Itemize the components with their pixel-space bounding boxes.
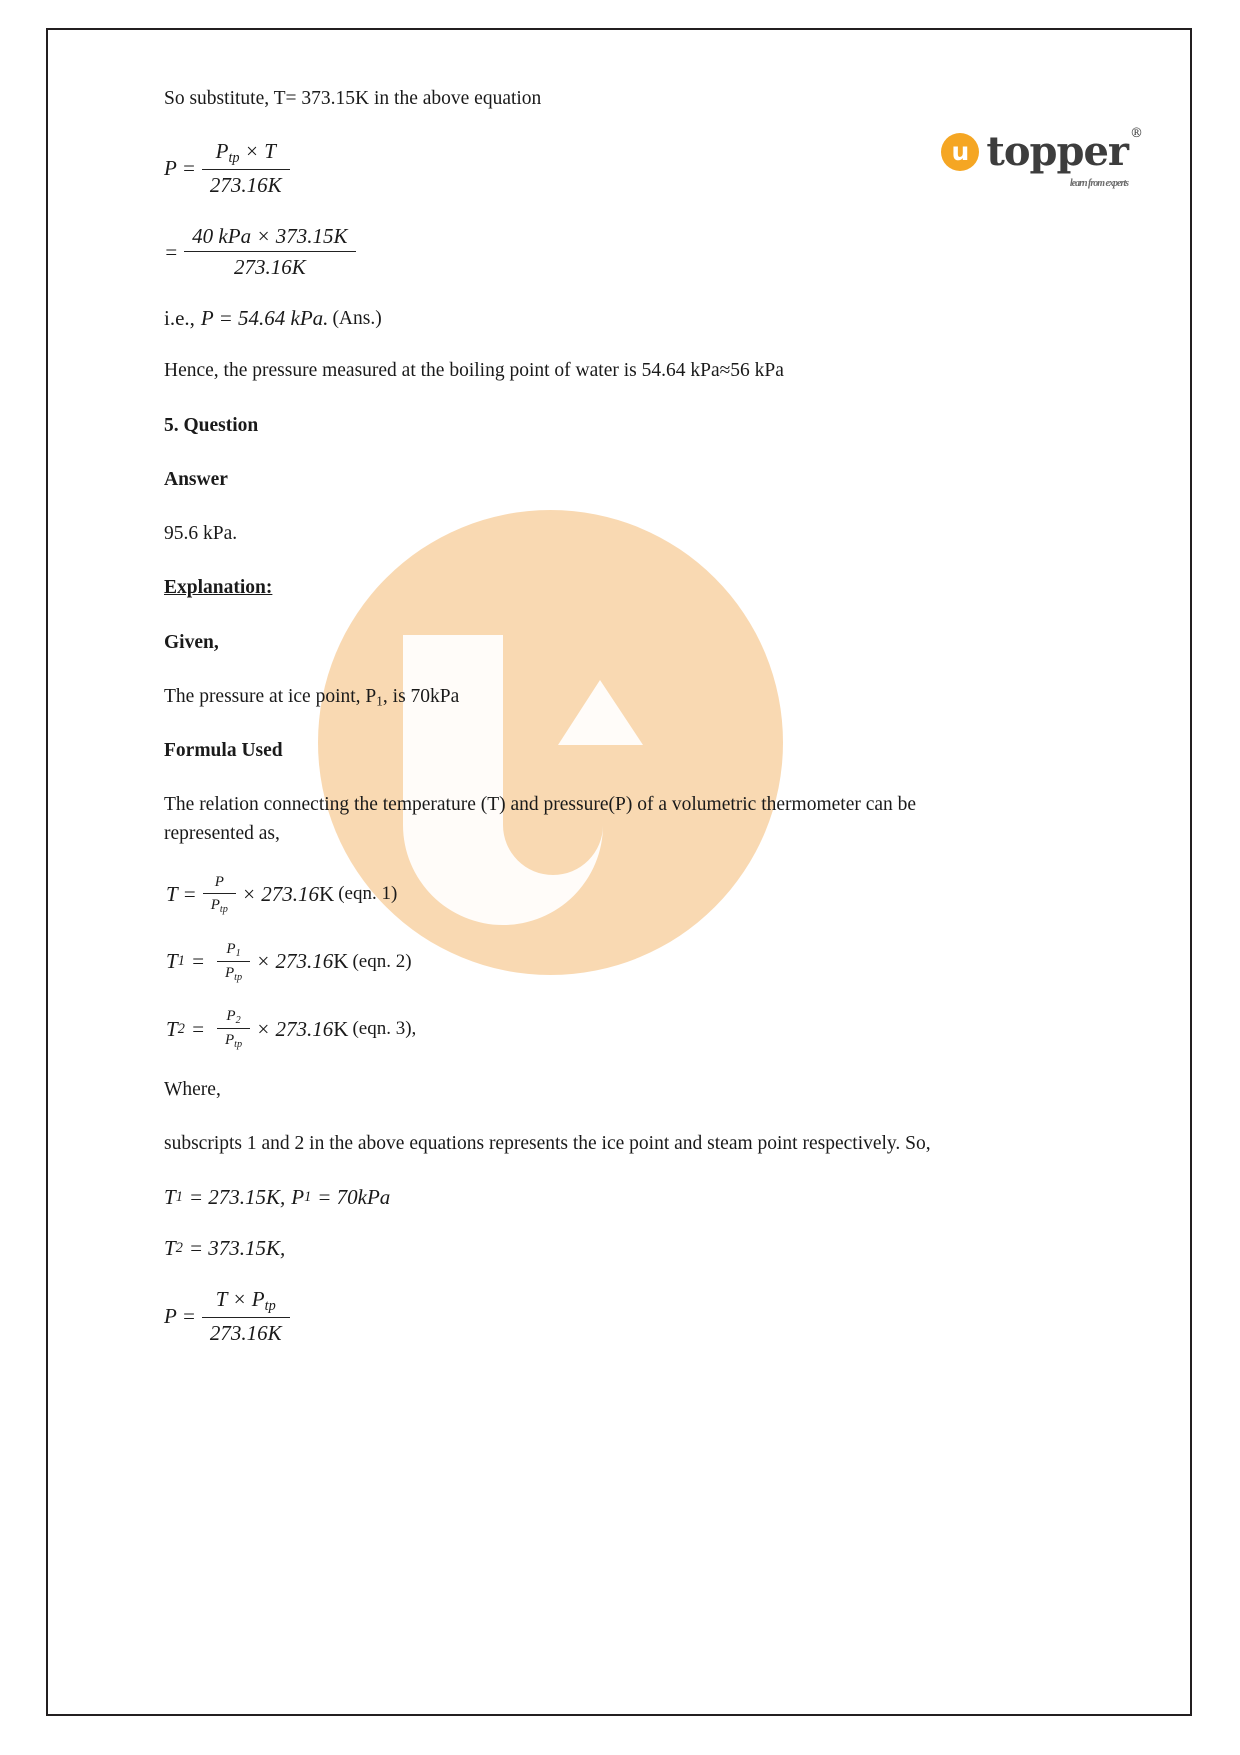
eq1-fraction [202, 139, 290, 198]
relation-text: The relation connecting the temperature (T) and pressure(P) of a volumetric thermometer can be represented as, [164, 794, 917, 844]
eq1-lhs: P = [164, 156, 196, 181]
t1-p-sub: 1 [304, 1188, 312, 1205]
eq-last-numerator [202, 1287, 290, 1318]
eqn1-unit: K [319, 881, 335, 906]
eq-last-lhs: P = [164, 1303, 196, 1328]
t1-value: = 273.15K, [188, 1184, 286, 1209]
ie-prefix: i.e., [164, 306, 195, 331]
hence-line: Hence, the pressure measured at the boiling point of water is 54.64 kPa≈56 kPa [164, 360, 784, 382]
eq2-denominator: 273.16K [233, 255, 306, 280]
answer-value: 95.6 kPa. [164, 523, 238, 545]
t2-value: = 373.15K, [188, 1235, 286, 1260]
eqn2-lhs-sub: 1 [177, 953, 185, 970]
eqn2-num-p: P [226, 940, 236, 957]
eqn3-den-sub: tp [234, 1039, 243, 1051]
equation-2 [166, 941, 1004, 983]
eqn2-tag: (eqn. 2) [352, 950, 412, 972]
answer-heading: Answer [164, 468, 228, 490]
substitute-line: So substitute, T= 373.15K in the above equation [164, 88, 542, 109]
eqn3-den-p: P [225, 1032, 235, 1049]
eqn1-den-sub: tp [219, 903, 228, 915]
equation-numeric-substitution [164, 224, 1004, 280]
equation-t2 [164, 1236, 1004, 1261]
eqn1-lhs: T = [166, 881, 197, 906]
eq2-lhs: = [164, 239, 179, 264]
eqn3-fraction [217, 1008, 250, 1050]
t2-sub: 2 [175, 1239, 183, 1256]
eqn3-rest: × 273.16 [256, 1016, 334, 1041]
equation-p-ptp-t [164, 139, 1004, 198]
subscripts-text: subscripts 1 and 2 in the above equations represents the ice point and steam point respectively. So, [164, 1133, 931, 1155]
t1-symbol: T [164, 1184, 176, 1209]
eqn3-num-p: P [226, 1008, 236, 1025]
eqn3-lhs: T [166, 1016, 178, 1041]
eqn3-denominator [217, 1029, 250, 1050]
eqn2-fraction [217, 941, 250, 983]
eq1-num-sub: tp [228, 150, 240, 167]
document-content [164, 85, 1004, 1346]
eqn2-den-p: P [225, 964, 235, 981]
eqn1-numerator: P [203, 874, 236, 894]
topper-logo-text [986, 126, 1142, 189]
t1-p-symbol: P [291, 1184, 305, 1209]
eqn2-unit: K [333, 949, 349, 974]
given-text-a: The pressure at ice point, P [164, 685, 377, 707]
eqn3-numerator [217, 1008, 250, 1029]
given-pressure-line [164, 683, 1004, 711]
eqn2-num-sub: 1 [235, 947, 241, 959]
topper-logo [941, 126, 1142, 189]
eqn3-num-sub: 2 [235, 1015, 241, 1027]
eqn1-denominator [203, 894, 236, 915]
question-5-heading: 5. Question [164, 414, 259, 436]
eqn1-fraction [203, 874, 236, 915]
given-text-sub: 1 [376, 693, 383, 709]
topper-logo-mark: u [941, 133, 979, 171]
eq-last-num-a: T × P [215, 1286, 265, 1311]
eqn1-tag: (eqn. 1) [338, 883, 398, 905]
equation-1 [166, 874, 1004, 915]
eqn2-equals: = [190, 949, 205, 974]
eq1-numerator [202, 139, 290, 170]
eqn1-den-p: P [210, 896, 220, 913]
equation-p-final [164, 1287, 1004, 1346]
ie-equation: P = 54.64 kPa. [200, 306, 329, 331]
eq1-num-rest: × T [244, 139, 276, 164]
registered-icon: ® [1130, 126, 1142, 141]
t1-sub: 1 [175, 1188, 183, 1205]
eqn2-den-sub: tp [234, 971, 243, 983]
given-heading: Given, [164, 631, 219, 653]
equation-result [164, 306, 1004, 331]
eqn3-equals: = [190, 1016, 205, 1041]
document-page [46, 28, 1192, 1716]
t1-p-value: = 70kPa [317, 1184, 391, 1209]
where-label: Where, [164, 1079, 221, 1101]
eq-last-denominator: 273.16K [209, 1320, 282, 1345]
topper-logo-tagline: learn from experts [1069, 178, 1128, 189]
eq1-num-p: P [215, 139, 229, 164]
eq-last-fraction [202, 1287, 290, 1346]
formula-used-heading: Formula Used [164, 740, 283, 762]
t2-symbol: T [164, 1235, 176, 1260]
topper-logo-name: topper [986, 128, 1128, 175]
given-text-b: , is 70kPa [382, 685, 460, 707]
eqn3-unit: K [333, 1016, 349, 1041]
eqn3-tag: (eqn. 3), [352, 1018, 417, 1040]
eq-last-num-sub: tp [264, 1297, 276, 1314]
ans-note: (Ans.) [332, 307, 382, 329]
eqn2-numerator [217, 941, 250, 962]
eqn2-lhs: T [166, 949, 178, 974]
eq2-fraction [184, 224, 355, 280]
eqn2-rest: × 273.16 [256, 949, 334, 974]
eqn3-lhs-sub: 2 [177, 1020, 185, 1037]
eqn1-rest: × 273.16 [241, 881, 320, 906]
explanation-heading: Explanation: [164, 577, 273, 599]
equation-3 [166, 1008, 1004, 1050]
eqn2-denominator [217, 962, 250, 983]
equation-t1-p1 [164, 1185, 1004, 1210]
eq2-numerator: 40 kPa × 373.15K [184, 224, 355, 252]
eq1-denominator: 273.16K [209, 173, 282, 198]
